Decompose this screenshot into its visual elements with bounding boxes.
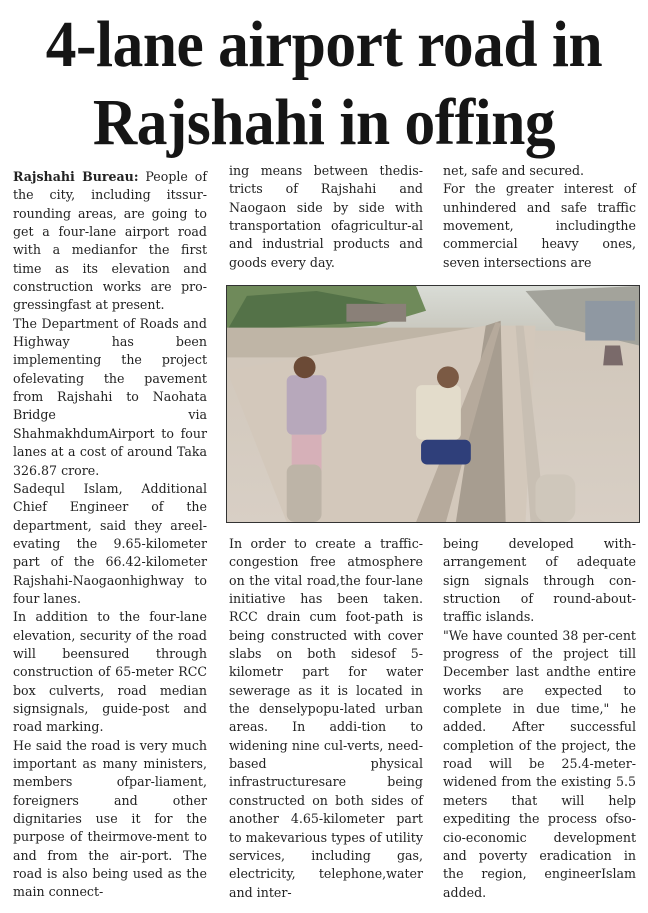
column-2-top — [229, 162, 423, 272]
paragraph: Sadequl Islam, Additional Chief Engineer of the department, said they areel-evating the 9.65-kilometer part of the 66.42-kilometer Rajshahi-Naogaonhighway to four lanes. — [13, 480, 207, 606]
headline — [23, 6, 626, 162]
man-standing — [287, 375, 327, 434]
column-2-bottom — [229, 535, 423, 902]
dateline: Rajshahi Bureau: — [13, 169, 139, 184]
paragraph: In addition to the four-lane elevation, security of the road will beensured through construction of 65-meter RCC box culverts, road median signsignals, guide-post and road marking. — [13, 609, 207, 735]
column-3-top — [443, 162, 636, 272]
road-construction-photo — [226, 285, 640, 523]
paragraph: ing means between thedis-tricts of Rajshahi and Naogaon side by side with transportation ofagricultur-al and industrial products and goods every day. — [229, 163, 423, 270]
paragraph — [13, 168, 207, 315]
column-1 — [13, 168, 207, 902]
paragraph: In order to create a traffic-congestion free atmosphere on the vital road,the four-lane initiative has been taken. RCC drain cum foot-path is being constructed with cover slabs on both sidesof 5-kilometr part for water sewerage as it is located in the denselypopu-lated urban areas. In addi-tion to widening nine cul-verts, need-based physical infrastructuresare being constructed on both sides of another 4.65-kilometer part to makevarious types of utility services, including gas, electricity, telephone,water and inter- — [229, 536, 423, 900]
headline-line-1: 4-lane airport road in — [45, 8, 603, 81]
headline-line-2: Rajshahi in offing — [92, 86, 556, 159]
paragraph: "We have counted 38 per-cent progress of the project till December last andthe entire works are expected to complete in due time," he added. After successful completion of the project, the road will be 25.4-meter-widened from the existing 5.5 meters that will help expediting the process ofso-cio-economic development and poverty eradication in the region, engineerIslam added. — [443, 627, 636, 900]
paragraph: The Department of Roads and Highway has been implementing the project ofelevating the pavement from Rajshahi to Naohata Bridge via ShahmakhdumAirport to four lanes at a cost of around Taka 326.87 crore. — [13, 315, 207, 478]
paragraph: For the greater interest of unhindered and safe traffic movement, includingthe commercial heavy ones, seven intersections are — [443, 181, 636, 270]
paragraph: He said the road is very much important as many ministers, members ofpar-liament, foreigners and other dignitaries use it for the purpose of theirmove-ment to and from the air-port. The road is also being used as the main connect- — [13, 737, 207, 900]
paragraph: net, safe and secured. — [443, 163, 585, 178]
column-3-bottom — [443, 535, 636, 902]
auto-rickshaw — [603, 345, 623, 365]
paragraph-text: People of the city, including itssur-rounding areas, are going to get a four-lane airport road with a medianfor the first time as its elevation and construction works are pro-gressingfast at present. — [13, 169, 207, 313]
man-sitting — [416, 385, 461, 440]
paragraph: being developed with-arrangement of adequate sign signals through con-struction of round-about-traffic islands. — [443, 536, 636, 625]
photo-illustration — [227, 286, 639, 522]
